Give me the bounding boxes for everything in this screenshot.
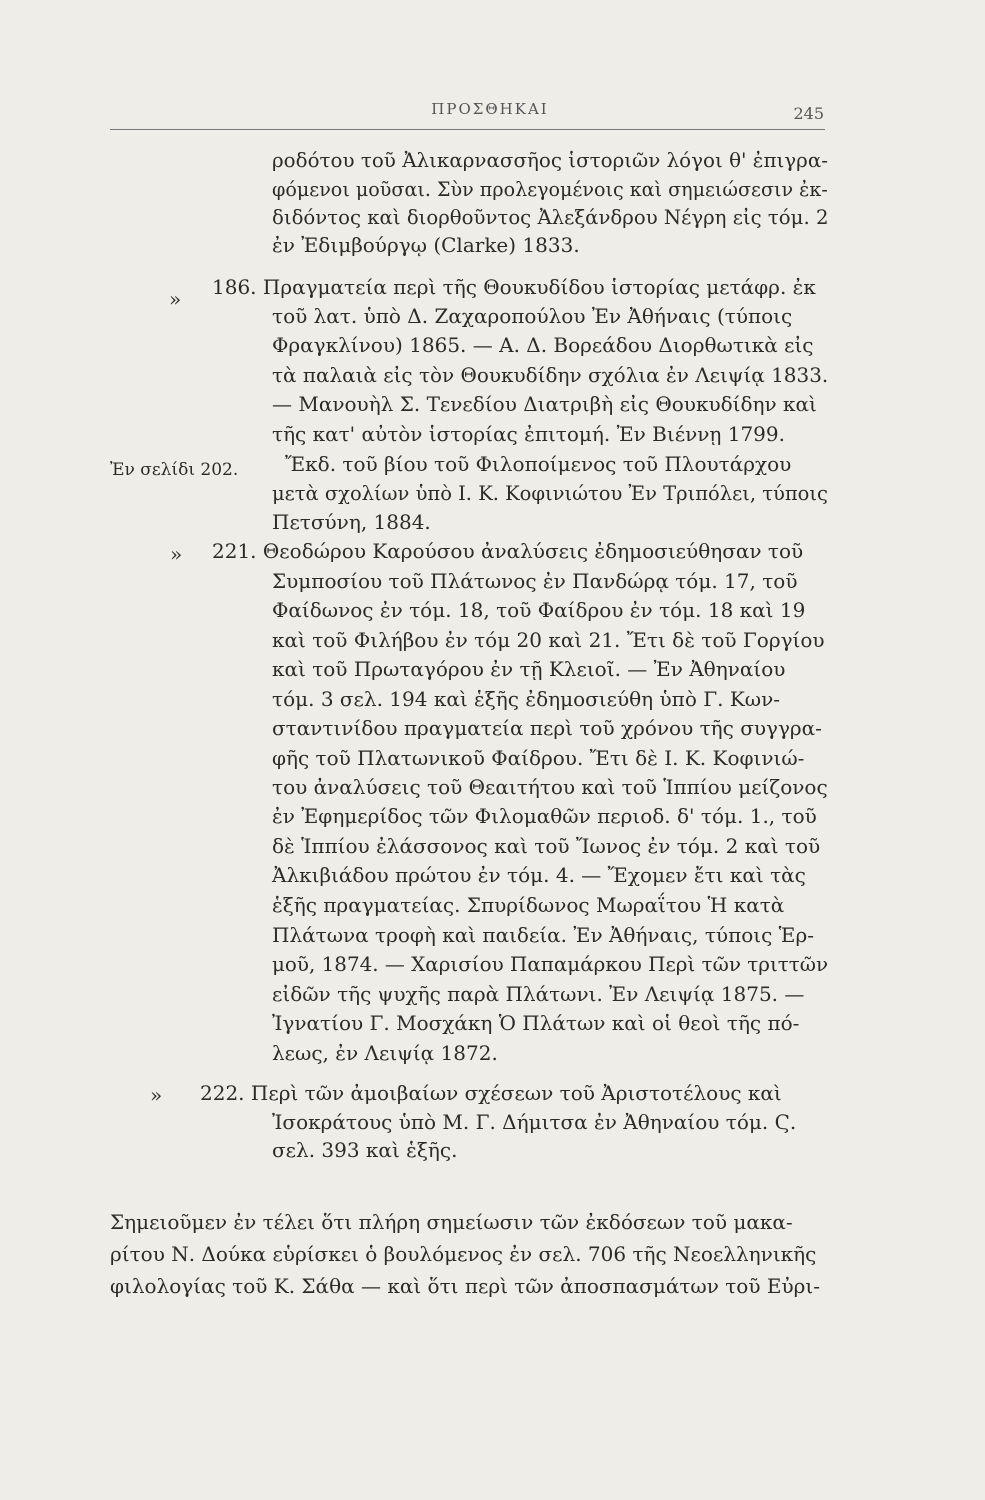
- text-line: δὲ Ἱππίου ἐλάσσονος καὶ τοῦ Ἴωνος ἐν τόμ. 2 καὶ τοῦ: [272, 834, 821, 858]
- header-rule: [110, 129, 825, 130]
- text-line: μετὰ σχολίων ὑπὸ Ι. Κ. Κοφινιώτου Ἐν Τριπόλει, τύποις: [272, 481, 828, 505]
- text-line: Ἔκδ. τοῦ βίου τοῦ Φιλοποίμενος τοῦ Πλουτάρχου: [285, 452, 792, 476]
- text-line: τὰ παλαιὰ εἰς τὸν Θουκυδίδην σχόλια ἐν Λειψίᾳ 1833.: [272, 363, 829, 387]
- closing-note-line: ρίτου Ν. Δούκα εὑρίσκει ὁ βουλόμενος ἐν σελ. 706 τῆς Νεοελληνικῆς: [110, 1242, 817, 1266]
- text-line: τοῦ λατ. ὑπὸ Δ. Ζαχαροπούλου Ἐν Ἀθήναις (τύποις: [272, 304, 793, 328]
- text-line: Ἀλκιβιάδου πρώτου ἐν τόμ. 4. — Ἔχομεν ἔτι καὶ τὰς: [272, 863, 806, 887]
- text-line: 186. Πραγματεία περὶ τῆς Θουκυδίδου ἱστορίας μετάφρ. ἐκ: [212, 275, 816, 299]
- text-line: Φραγκλίνου) 1865. — Α. Δ. Βορεάδου Διορθωτικὰ εἰς: [272, 333, 814, 357]
- text-line: Πετσύνη, 1884.: [272, 510, 431, 534]
- text-line: Φαίδωνος ἐν τόμ. 18, τοῦ Φαίδρου ἐν τόμ. 18 καὶ 19: [272, 598, 806, 622]
- text-line: Ἰσοκράτους ὑπὸ Μ. Γ. Δήμιτσα ἐν Ἀθηναίου τόμ. Ϛ.: [272, 1110, 797, 1134]
- text-line: Πλάτωνα τροφὴ καὶ παιδεία. Ἐν Ἀθήναις, τύποις Ἑρ-: [272, 923, 815, 947]
- text-line: εἰδῶν τῆς ψυχῆς παρὰ Πλάτωνι. Ἐν Λειψίᾳ 1875. —: [272, 982, 805, 1006]
- text-line: καὶ τοῦ Πρωταγόρου ἐν τῇ Κλειοῖ. — Ἐν Ἀθηναίου: [272, 657, 786, 681]
- margin-ditto-mark: »: [170, 542, 183, 566]
- margin-page-reference: Ἐν σελίδι 202.: [110, 460, 239, 480]
- text-line: ἑξῆς πραγματείας. Σπυρίδωνος Μωραΐτου Ἡ κατὰ: [272, 893, 785, 917]
- text-line: φῆς τοῦ Πλατωνικοῦ Φαίδρου. Ἔτι δὲ Ι. Κ. Κοφινιώ-: [272, 746, 805, 770]
- text-line: σελ. 393 καὶ ἑξῆς.: [272, 1138, 458, 1162]
- text-line: — Μανουὴλ Σ. Τενεδίου Διατριβὴ εἰς Θουκυδίδην καὶ: [272, 392, 817, 416]
- text-line: ἐν Ἐδιμβούργῳ (Clarke) 1833.: [272, 233, 580, 257]
- text-line: Συμποσίου τοῦ Πλάτωνος ἐν Πανδώρᾳ τόμ. 17, τοῦ: [272, 569, 798, 593]
- text-line: ροδότου τοῦ Ἀλικαρνασσῆος ἱστοριῶν λόγοι θ' ἐπιγρα-: [272, 148, 828, 172]
- text-line: τῆς κατ' αὐτὸν ἱστορίας ἐπιτομή. Ἐν Βιέννῃ 1799.: [272, 422, 785, 446]
- text-line: 222. Περὶ τῶν ἀμοιβαίων σχέσεων τοῦ Ἀριστοτέλους καὶ: [200, 1081, 782, 1105]
- text-line: σταντινίδου πραγματεία περὶ τοῦ χρόνου τῆς συγγρα-: [272, 716, 822, 740]
- text-line: φόμενοι μοῦσαι. Σὺν προλεγομένοις καὶ σημειώσεσιν ἐκ-: [272, 177, 828, 201]
- closing-note-line: Σημειοῦμεν ἐν τέλει ὅτι πλήρη σημείωσιν τῶν ἐκδόσεων τοῦ μακα-: [110, 1210, 793, 1234]
- text-line: διδόντος καὶ διορθοῦντος Ἀλεξάνδρου Νέγρη εἰς τόμ. 2: [272, 205, 829, 229]
- text-line: ἐν Ἐφημερίδος τῶν Φιλομαθῶν περιοδ. δ' τόμ. 1., τοῦ: [272, 804, 817, 828]
- text-line: Ἰγνατίου Γ. Μοσχάκη Ὁ Πλάτων καὶ οἱ θεοὶ τῆς πό-: [272, 1011, 800, 1035]
- closing-note-line: φιλολογίας τοῦ Κ. Σάθα — καὶ ὅτι περὶ τῶν ἀποσπασμάτων τοῦ Εὐρι-: [110, 1274, 820, 1298]
- running-title: ΠΡΟΣΘΗΚΑΙ: [431, 100, 549, 118]
- margin-ditto-mark: »: [150, 1083, 163, 1107]
- page-number: 245: [793, 104, 824, 123]
- text-line: λεως, ἐν Λειψίᾳ 1872.: [272, 1041, 498, 1065]
- text-line: μοῦ, 1874. — Χαρισίου Παπαμάρκου Περὶ τῶν τριττῶν: [272, 952, 829, 976]
- margin-ditto-mark: »: [169, 287, 182, 311]
- text-line: καὶ τοῦ Φιλήβου ἐν τόμ 20 καὶ 21. Ἔτι δὲ τοῦ Γοργίου: [272, 628, 825, 652]
- text-line: 221. Θεοδώρου Καρούσου ἀναλύσεις ἐδημοσιεύθησαν τοῦ: [212, 539, 804, 563]
- text-line: του ἀναλύσεις τοῦ Θεαιτήτου καὶ τοῦ Ἱππίου μείζονος: [272, 775, 828, 799]
- text-line: τόμ. 3 σελ. 194 καὶ ἑξῆς ἐδημοσιεύθη ὑπὸ Γ. Κων-: [272, 687, 780, 711]
